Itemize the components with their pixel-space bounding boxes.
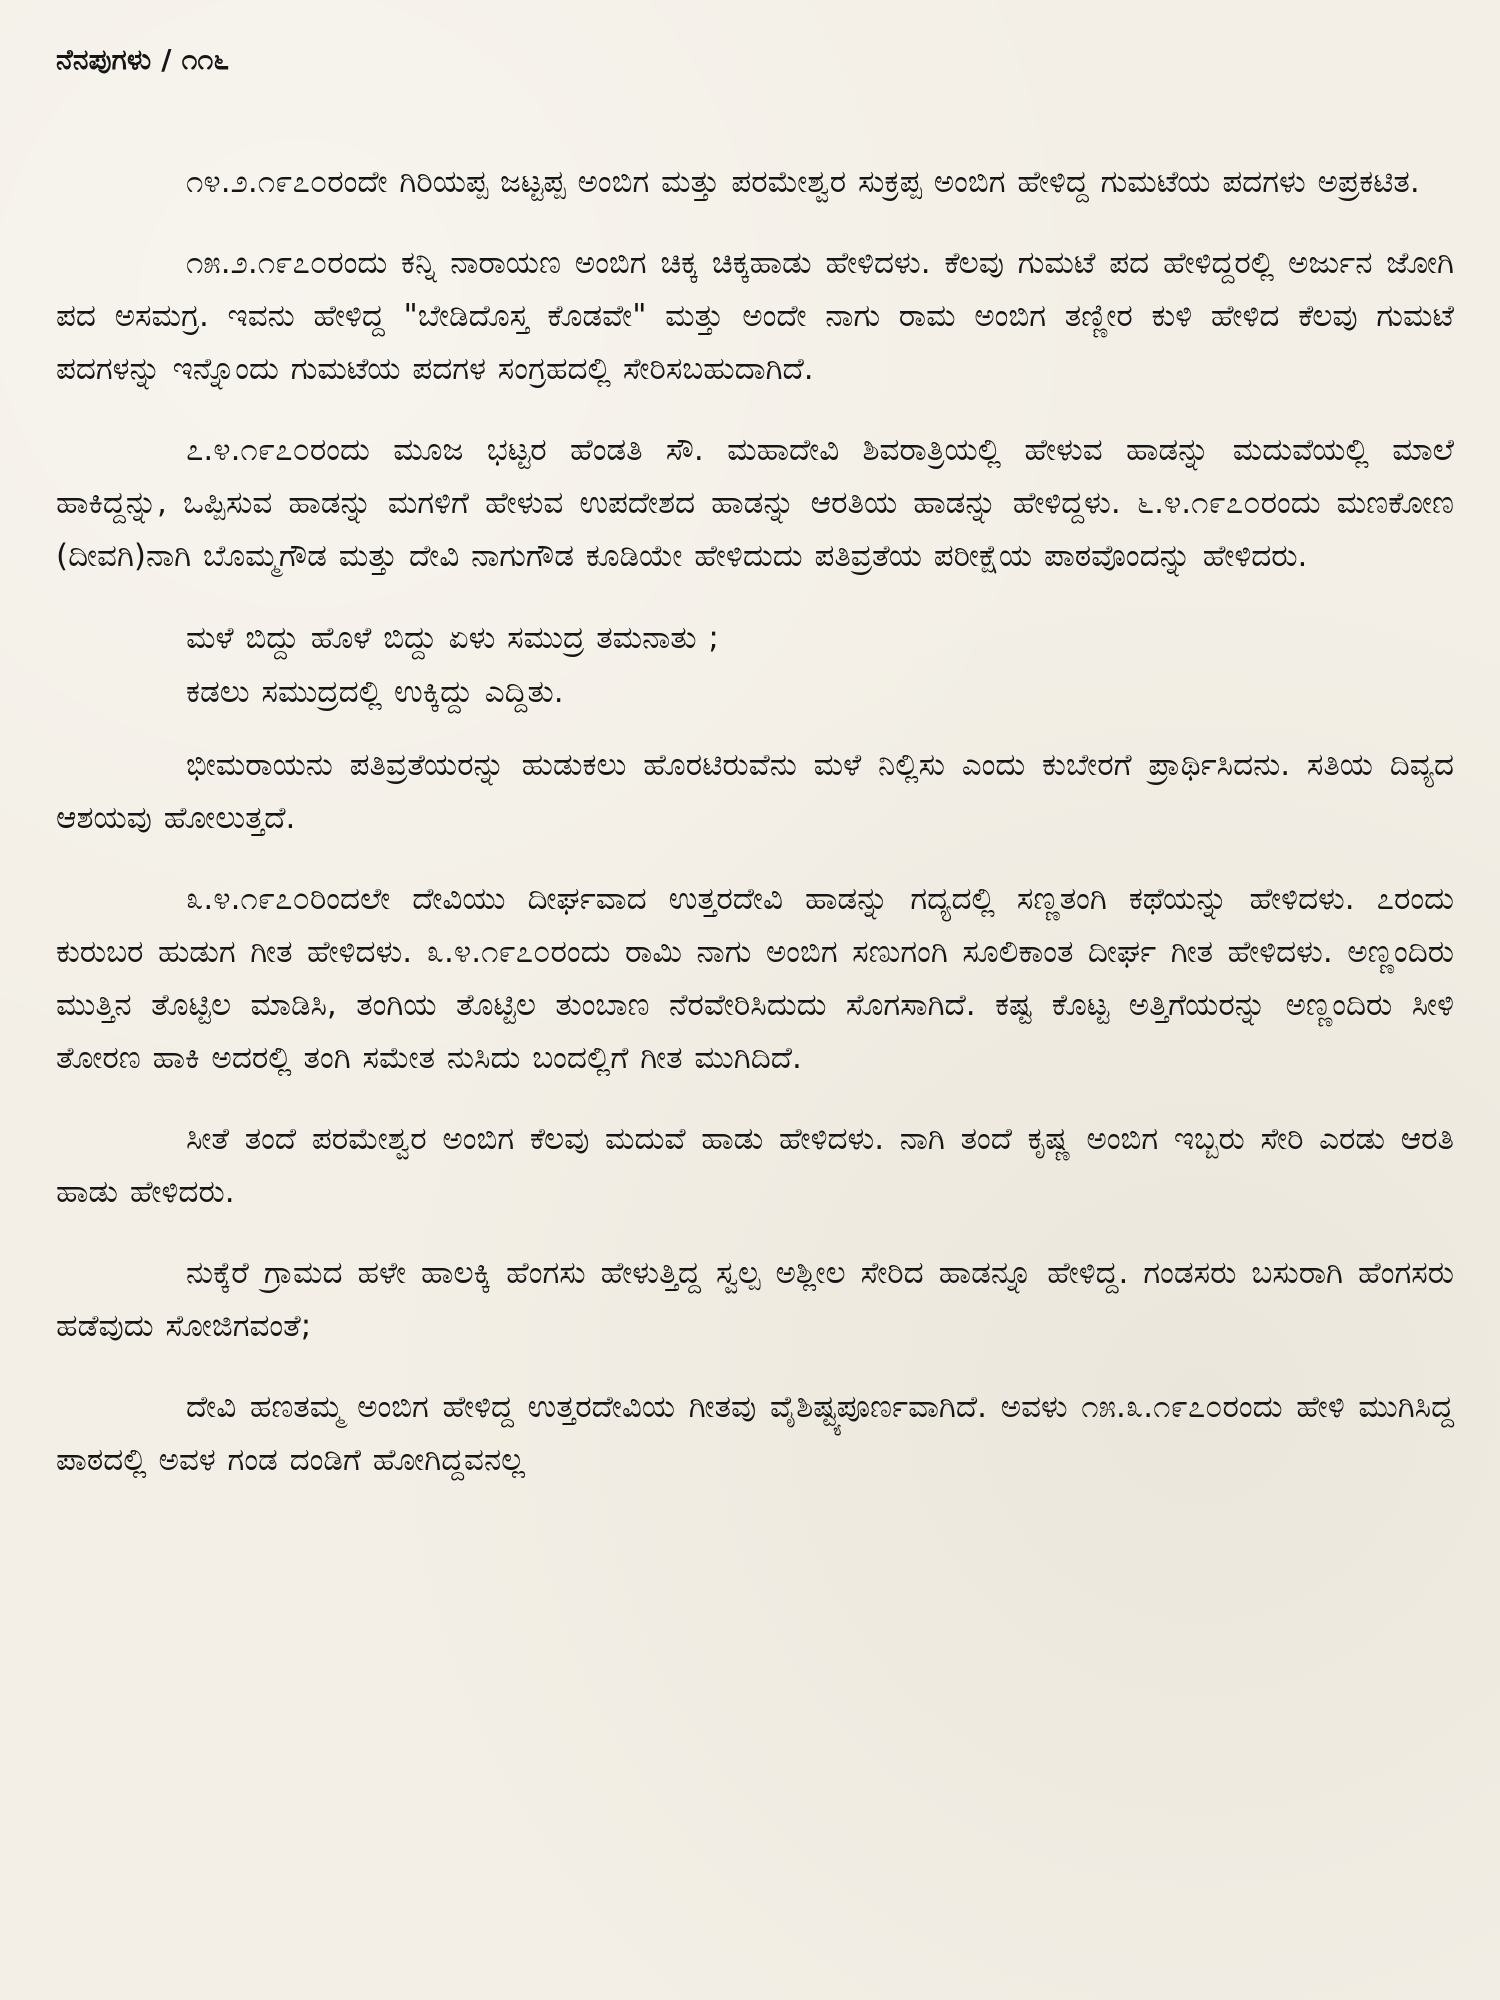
running-head: ನೆನಪುಗಳು / ೧೧೬: [56, 43, 230, 76]
paragraph-6: ಸೀತೆ ತಂದೆ ಪರಮೇಶ್ವರ ಅಂಬಿಗ ಕೆಲವು ಮದುವೆ ಹಾಡು ಹೇಳಿದಳು. ನಾಗಿ ತಂದೆ ಕೃಷ್ಣ ಅಂಬಿಗ ಇಬ್ಬರು ಸೇರಿ ಎರಡು ಆರತಿ ಹಾಡು ಹೇಳಿದರು.: [56, 1121, 1454, 1210]
paragraph-3: ೭.೪.೧೯೭೦ರಂದು ಮೂಜ ಭಟ್ಟರ ಹೆಂಡತಿ ಸೌ. ಮಹಾದೇವಿ ಶಿವರಾತ್ರಿಯಲ್ಲಿ ಹೇಳುವ ಹಾಡನ್ನು ಮದುವೆಯಲ್ಲಿ ಮಾಲೆ ಹಾಕಿದ್ದನ್ನು, ಒಪ್ಪಿಸುವ ಹಾಡನ್ನು ಮಗಳಿಗೆ ಹೇಳುವ ಉಪದೇಶದ ಹಾಡನ್ನು ಆರತಿಯ ಹಾಡನ್ನು ಹೇಳಿದ್ದಳು. ೬.೪.೧೯೭೦ರಂದು ಮಣಕೋಣ (ದೀವಗಿ)ನಾಗಿ ಬೊಮ್ಮಗೌಡ ಮತ್ತು ದೇವಿ ನಾಗುಗೌಡ ಕೂಡಿಯೇ ಹೇಳಿದುದು ಪತಿವ್ರತೆಯ ಪರೀಕ್ಷೆಯ ಪಾಠವೊಂದನ್ನು ಹೇಳಿದರು.: [56, 432, 1454, 574]
body-text: [56, 156, 1454, 1487]
paragraph-7: ನುಕ್ಕೆರೆ ಗ್ರಾಮದ ಹಳೇ ಹಾಲಕ್ಕಿ ಹೆಂಗಸು ಹೇಳುತ್ತಿದ್ದ ಸ್ವಲ್ಪ ಅಶ್ಲೀಲ ಸೇರಿದ ಹಾಡನ್ನೂ ಹೇಳಿದ್ದ. ಗಂಡಸರು ಬಸುರಾಗಿ ಹೆಂಗಸರು ಹಡೆವುದು ಸೋಜಿಗವಂತೆ;: [56, 1255, 1454, 1344]
paragraph-8: ದೇವಿ ಹಣತಮ್ಮ ಅಂಬಿಗ ಹೇಳಿದ್ದ ಉತ್ತರದೇವಿಯ ಗೀತವು ವೈಶಿಷ್ಟ್ಯಪೂರ್ಣವಾಗಿದೆ. ಅವಳು ೧೫.೩.೧೯೭೦ರಂದು ಹೇಳಿ ಮುಗಿಸಿದ್ದ ಪಾಠದಲ್ಲಿ ಅವಳ ಗಂಡ ದಂಡಿಗೆ ಹೋಗಿದ್ದವನಲ್ಲ: [56, 1389, 1454, 1478]
paragraph-1: ೧೪.೨.೧೯೭೦ರಂದೇ ಗಿರಿಯಪ್ಪ ಜಟ್ಟಪ್ಪ ಅಂಬಿಗ ಮತ್ತು ಪರಮೇಶ್ವರ ಸುಕ್ರಪ್ಪ ಅಂಬಿಗ ಹೇಳಿದ್ದ ಗುಮಟೆಯ ಪದಗಳು ಅಪ್ರಕಟಿತ.: [186, 164, 1420, 200]
verse-line-1: ಮಳೆ ಬಿದ್ದು ಹೊಳೆ ಬಿದ್ದು ಏಳು ಸಮುದ್ರ ತಮನಾತು ;: [186, 620, 719, 656]
paragraph-4: ಭೀಮರಾಯನು ಪತಿವ್ರತೆಯರನ್ನು ಹುಡುಕಲು ಹೊರಟಿರುವೆನು ಮಳೆ ನಿಲ್ಲಿಸು ಎಂದು ಕುಬೇರಗೆ ಪ್ರಾರ್ಥಿಸಿದನು. ಸತಿಯ ದಿವ್ಯದ ಆಶಯವು ಹೋಲುತ್ತದೆ.: [56, 747, 1454, 836]
paragraph-5: ೩.೪.೧೯೭೦ರಿಂದಲೇ ದೇವಿಯು ದೀರ್ಘವಾದ ಉತ್ತರದೇವಿ ಹಾಡನ್ನು ಗದ್ಯದಲ್ಲಿ ಸಣ್ಣತಂಗಿ ಕಥೆಯನ್ನು ಹೇಳಿದಳು. ೭ರಂದು ಕುರುಬರ ಹುಡುಗ ಗೀತ ಹೇಳಿದಳು. ೩.೪.೧೯೭೦ರಂದು ರಾಮಿ ನಾಗು ಅಂಬಿಗ ಸಣುಗಂಗಿ ಸೂಲಿಕಾಂತ ದೀರ್ಘ ಗೀತ ಹೇಳಿದಳು. ಅಣ್ಣಂದಿರು ಮುತ್ತಿನ ತೊಟ್ಟಿಲ ಮಾಡಿಸಿ, ತಂಗಿಯ ತೊಟ್ಟಿಲ ತುಂಬಾಣ ನೆರವೇರಿಸಿದುದು ಸೊಗಸಾಗಿದೆ. ಕಷ್ಟ ಕೊಟ್ಟ ಅತ್ತಿಗೆಯರನ್ನು ಅಣ್ಣಂದಿರು ಸೀಳಿ ತೋರಣ ಹಾಕಿ ಅದರಲ್ಲಿ ತಂಗಿ ಸಮೇತ ನುಸಿದು ಬಂದಲ್ಲಿಗೆ ಗೀತ ಮುಗಿದಿದೆ.: [56, 881, 1454, 1076]
verse-block: [56, 611, 1454, 719]
paragraph-2: ೧೫.೨.೧೯೭೦ರಂದು ಕನ್ನಿ ನಾರಾಯಣ ಅಂಬಿಗ ಚಿಕ್ಕ ಚಿಕ್ಕಹಾಡು ಹೇಳಿದಳು. ಕೆಲವು ಗುಮಟೆ ಪದ ಹೇಳಿದ್ದರಲ್ಲಿ ಅರ್ಜುನ ಜೋಗಿ ಪದ ಅಸಮಗ್ರ. ಇವನು ಹೇಳಿದ್ದ "ಬೇಡಿದೊಸ್ತ ಕೊಡವೇ" ಮತ್ತು ಅಂದೇ ನಾಗು ರಾಮ ಅಂಬಿಗ ತಣ್ಣೀರ ಕುಳಿ ಹೇಳಿದ ಕೆಲವು ಗುಮಟೆ ಪದಗಳನ್ನು ಇನ್ನೊಂದು ಗುಮಟೆಯ ಪದಗಳ ಸಂಗ್ರಹದಲ್ಲಿ ಸೇರಿಸಬಹುದಾಗಿದೆ.: [56, 245, 1454, 387]
verse-line-2: ಕಡಲು ಸಮುದ್ರದಲ್ಲಿ ಉಕ್ಕಿದ್ದು ಎದ್ದಿತು.: [186, 674, 564, 710]
